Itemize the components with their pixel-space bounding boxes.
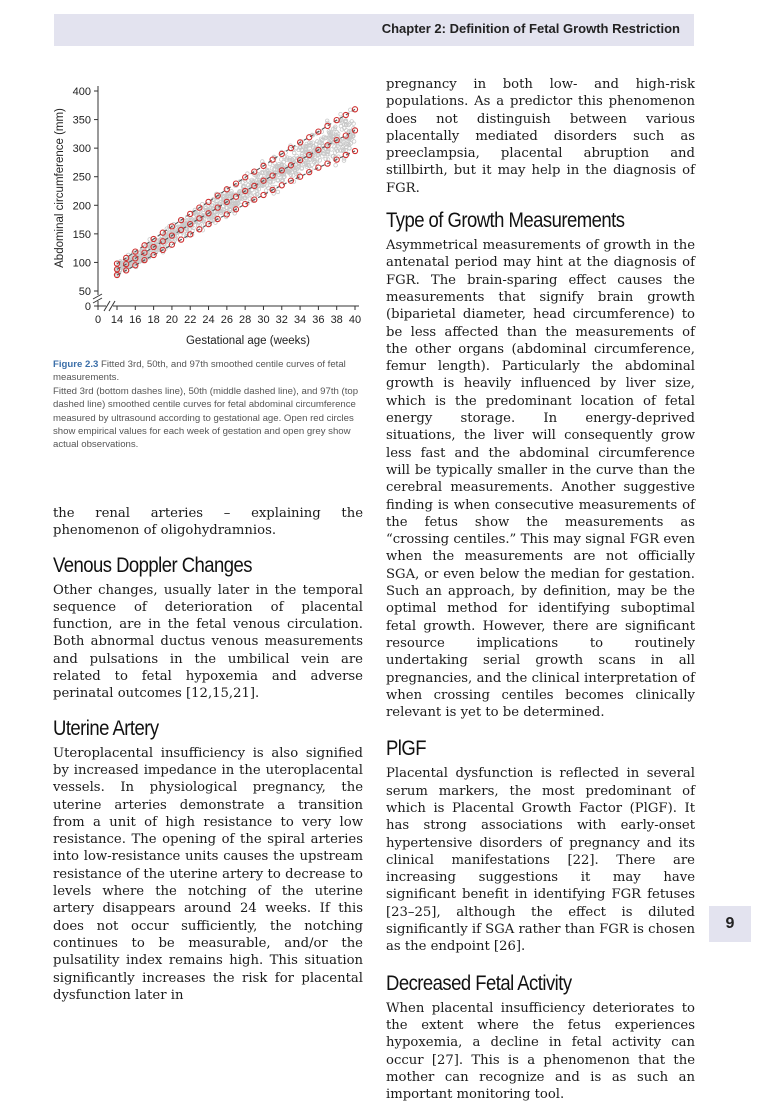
y-tick-label: 50 [78, 286, 91, 298]
y-tick-labels [73, 86, 98, 313]
x-axis-label: Gestational age (weeks) [185, 335, 311, 347]
observation-point [325, 119, 329, 123]
y-tick-label: 400 [72, 86, 91, 98]
empirical-point [288, 146, 293, 151]
y-tick-label: 150 [72, 228, 91, 241]
left-column [53, 505, 363, 1004]
x-tick-labels [95, 306, 361, 326]
x-tick-label: 26 [220, 314, 233, 326]
empirical-point [307, 135, 312, 140]
observation-point [349, 108, 353, 112]
paragraph: pregnancy in both low- and high-risk populations. As a predictor this phenomenon does not distinguish between various placentally mediated disorders such as preeclampsia, placental abruption and stillbirth, but it may help in the diagnosis of FGR. [386, 77, 695, 196]
empirical-point [279, 183, 284, 188]
x-tick-label: 0 [94, 314, 102, 326]
heading-plgf: PlGF [386, 737, 426, 761]
x-tick-label: 24 [202, 314, 215, 326]
x-tick-label: 16 [129, 314, 142, 326]
empirical-point [352, 107, 357, 112]
figure-caption-body: Fitted 3rd (bottom dashes line), 50th (middle dashed line), and 97th (top dashed line) smoothed centile curves for fetal abdominal circumference measured by ultrasound according to gestational age. Open red circles show empirical values for each week of gestation and open grey show actual observations. [53, 385, 359, 451]
x-tick-label: 22 [184, 314, 197, 326]
paragraph: Uteroplacental insufficiency is also signified by increased impedance in the uteroplacental vessels. In physiological pregnancy, the uterine arteries demonstrate a transition from a unit of high resistance to very low resistance. The opening of the spiral arteries into low-resistance units causes the upstream resistance of the uterine artery to decrease to levels where the notching of the uterine artery disappears around 24 weeks. If this does not occur sufficiently, the notching continues to be measurable, and/or the pulsatility index remains high. This situation significantly increases the risk for placental dysfunction later in [53, 745, 363, 1003]
observation-point [279, 158, 283, 162]
x-tick-label: 20 [165, 314, 179, 326]
observation-point [276, 190, 280, 194]
empirical-point [325, 123, 330, 128]
figure-label: Figure 2.3 [53, 359, 99, 370]
observation-point [292, 151, 296, 155]
paragraph: When placental insufficiency deteriorates to the extent where the fetus experiences hypoxemia, a decline in fetal activity can occur [27]. This is a phenomenon that the mother can recognize and is as such an important monitoring tool. [386, 1000, 695, 1103]
x-tick-label: 28 [239, 314, 252, 326]
paragraph: Asymmetrical measurements of growth in the antenatal period may hint at the diagnosis of FGR. The brain-sparing effect causes the measurements that signify brain growth (biparietal diameter, head circumference) to be less affected than the measurements of the other organs (abdominal circumference, femur length). Particularly the abdominal growth is heavily influenced by liver size, which is the predominant location of fetal energy storage. In energy-deprived situations, the liver will consequently grow less fast and the abdominal circumference will be typically smaller in the curve than the cerebral measurements. Another suggestive finding is when consecutive measurements of the fetus show the measurements as “crossing centiles.” This may signal FGR even when the measurements are not officially SGA, or even below the median for gestation. Such an approach, by definition, may be the optimal method for identifying suboptimal fetal growth. However, there are significant resource implications to routinely undertaking serial growth scans in all pregnancies, and the clinical interpretation of when crossing centiles becomes clinically relevant is yet to be determined. [386, 238, 695, 721]
y-tick-label: 300 [72, 143, 91, 156]
figure-caption [53, 358, 363, 452]
page-number-tab [709, 906, 751, 942]
x-tick-label: 36 [312, 314, 325, 326]
observation-point [264, 189, 268, 193]
heading-uterine-artery: Uterine Artery [53, 716, 159, 740]
empirical-point [316, 165, 321, 170]
y-tick-label: 0 [84, 301, 91, 313]
figure-caption-title: Fitted 3rd, 50th, and 97th smoothed centile curves of fetal measurements. [53, 359, 346, 384]
observation-point [342, 159, 346, 163]
page-number: 9 [725, 915, 735, 932]
heading-venous-doppler: Venous Doppler Changes [53, 553, 253, 577]
x-tick-label: 18 [147, 314, 160, 326]
empirical-point [343, 152, 348, 157]
x-tick-label: 40 [348, 314, 362, 326]
figure-chart [50, 76, 368, 358]
y-axis-label: Abdominal circumference (mm) [54, 108, 66, 268]
heading-fetal-activity: Decreased Fetal Activity [386, 971, 572, 995]
empirical-point [343, 112, 348, 117]
right-column [386, 76, 695, 1103]
y-tick-label: 250 [72, 171, 91, 184]
y-tick-label: 100 [72, 257, 91, 270]
y-tick-label: 350 [72, 114, 91, 127]
empirical-point [224, 212, 229, 217]
chapter-title: Chapter 2: Definition of Fetal Growth Restriction [381, 21, 680, 36]
paragraph: Placental dysfunction is reflected in several serum markers, the most predominant of which is Placental Growth Factor (PlGF). It has strong associations with early-onset hypertensive disorders of pregnancy and its clinical manifestations [22]. There are increasing suggestions it may have significant benefit in identifying FGR fetuses [23–25], although the effect is diluted significantly if SGA rather than FGR is chosen as the endpoint [26]. [386, 766, 695, 955]
x-tick-label: 34 [293, 314, 307, 326]
empirical-point [261, 192, 266, 197]
observation-point [334, 163, 338, 167]
centile-chart [50, 76, 368, 358]
running-header [54, 14, 694, 46]
paragraph: Other changes, usually later in the temporal sequence of deterioration of placental function, are in the fetal venous circulation. Both abnormal ductus venous measurements and pulsations in the umbilical vein are related to fetal hypoxemia and adverse perinatal outcomes [12,15,21]. [53, 582, 363, 702]
x-tick-label: 32 [275, 314, 288, 326]
heading-growth-measurements: Type of Growth Measurements [386, 209, 625, 233]
observation-point [339, 112, 343, 116]
empirical-point [243, 202, 248, 207]
x-tick-label: 14 [110, 314, 124, 326]
x-tick-label: 38 [330, 314, 343, 326]
paragraph: the renal arteries – explaining the phenomenon of oligohydramnios. [53, 506, 363, 539]
x-tick-label: 30 [257, 314, 270, 326]
y-tick-label: 200 [72, 200, 91, 213]
